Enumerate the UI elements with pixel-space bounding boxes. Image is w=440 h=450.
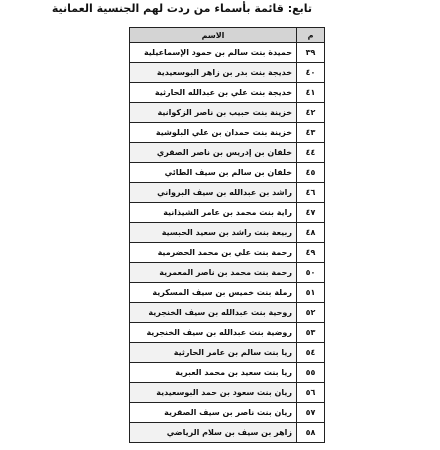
column-header-number: م	[297, 28, 325, 43]
table-row	[130, 423, 325, 443]
table-row	[130, 403, 325, 423]
table-header-row	[130, 28, 325, 43]
row-name: خديجة بنت علي بن عبدالله الحارثية	[130, 83, 297, 103]
row-name: ريا بنت سالم بن عامر الحارثية	[130, 343, 297, 363]
table-row	[130, 303, 325, 323]
row-name: خلفان بن إدريس بن ناصر الصقري	[130, 143, 297, 163]
table-row	[130, 203, 325, 223]
names-table	[129, 27, 325, 443]
row-name: ريا بنت سعيد بن محمد العبرية	[130, 363, 297, 383]
row-name: زاهر بن سيف بن سلام الرياضي	[130, 423, 297, 443]
row-name: ربيعة بنت راشد بن سعيد الحبسية	[130, 223, 297, 243]
row-number: ٥٧	[297, 403, 325, 423]
row-number: ٤٨	[297, 223, 325, 243]
column-header-name: الاسم	[130, 28, 297, 43]
row-name: ريان بنت ناصر بن سيف الصقرية	[130, 403, 297, 423]
table-row	[130, 43, 325, 63]
row-number: ٤٧	[297, 203, 325, 223]
row-number: ٤٩	[297, 243, 325, 263]
row-name: راشد بن عبدالله بن سيف البرواني	[130, 183, 297, 203]
table-body	[130, 43, 325, 443]
row-number: ٥٦	[297, 383, 325, 403]
table-row	[130, 363, 325, 383]
row-number: ٤٤	[297, 143, 325, 163]
row-name: راية بنت محمد بن عامر الشيذانية	[130, 203, 297, 223]
table-row	[130, 383, 325, 403]
row-number: ٥١	[297, 283, 325, 303]
document-title: تابع: قائمة بأسماء من ردت لهم الجنسية العمانية	[51, 2, 312, 15]
row-number: ٥٤	[297, 343, 325, 363]
row-number: ٤١	[297, 83, 325, 103]
row-number: ٥٥	[297, 363, 325, 383]
row-name: روحية بنت عبدالله بن سيف الخنجرية	[130, 303, 297, 323]
table-row	[130, 143, 325, 163]
row-name: رحمة بنت علي بن محمد الحضرمية	[130, 243, 297, 263]
row-name: ريان بنت سعود بن حمد البوسعيدية	[130, 383, 297, 403]
table-row	[130, 283, 325, 303]
table-row	[130, 83, 325, 103]
row-number: ٥٨	[297, 423, 325, 443]
row-number: ٤٦	[297, 183, 325, 203]
row-name: رحمة بنت محمد بن ناصر المعمرية	[130, 263, 297, 283]
table-row	[130, 123, 325, 143]
row-number: ٥٣	[297, 323, 325, 343]
row-name: خزينة بنت حبيب بن ناصر الزكوانية	[130, 103, 297, 123]
table-row	[130, 103, 325, 123]
row-name: حميدة بنت سالم بن حمود الإسماعيلية	[130, 43, 297, 63]
row-number: ٤٥	[297, 163, 325, 183]
row-name: خديجة بنت بدر بن زاهر البوسعيدية	[130, 63, 297, 83]
row-name: خزينة بنت حمدان بن علي البلوشية	[130, 123, 297, 143]
table-row	[130, 223, 325, 243]
row-number: ٥٠	[297, 263, 325, 283]
row-name: روضية بنت عبدالله بن سيف الخنجرية	[130, 323, 297, 343]
row-number: ٥٢	[297, 303, 325, 323]
row-number: ٣٩	[297, 43, 325, 63]
table-row	[130, 183, 325, 203]
table-row	[130, 163, 325, 183]
table-row	[130, 243, 325, 263]
table-row	[130, 343, 325, 363]
row-number: ٤٣	[297, 123, 325, 143]
table-row	[130, 323, 325, 343]
row-number: ٤٢	[297, 103, 325, 123]
table-row	[130, 63, 325, 83]
row-name: خلفان بن سالم بن سيف الطائي	[130, 163, 297, 183]
row-number: ٤٠	[297, 63, 325, 83]
row-name: رملة بنت خميس بن سيف المسكرية	[130, 283, 297, 303]
table-row	[130, 263, 325, 283]
